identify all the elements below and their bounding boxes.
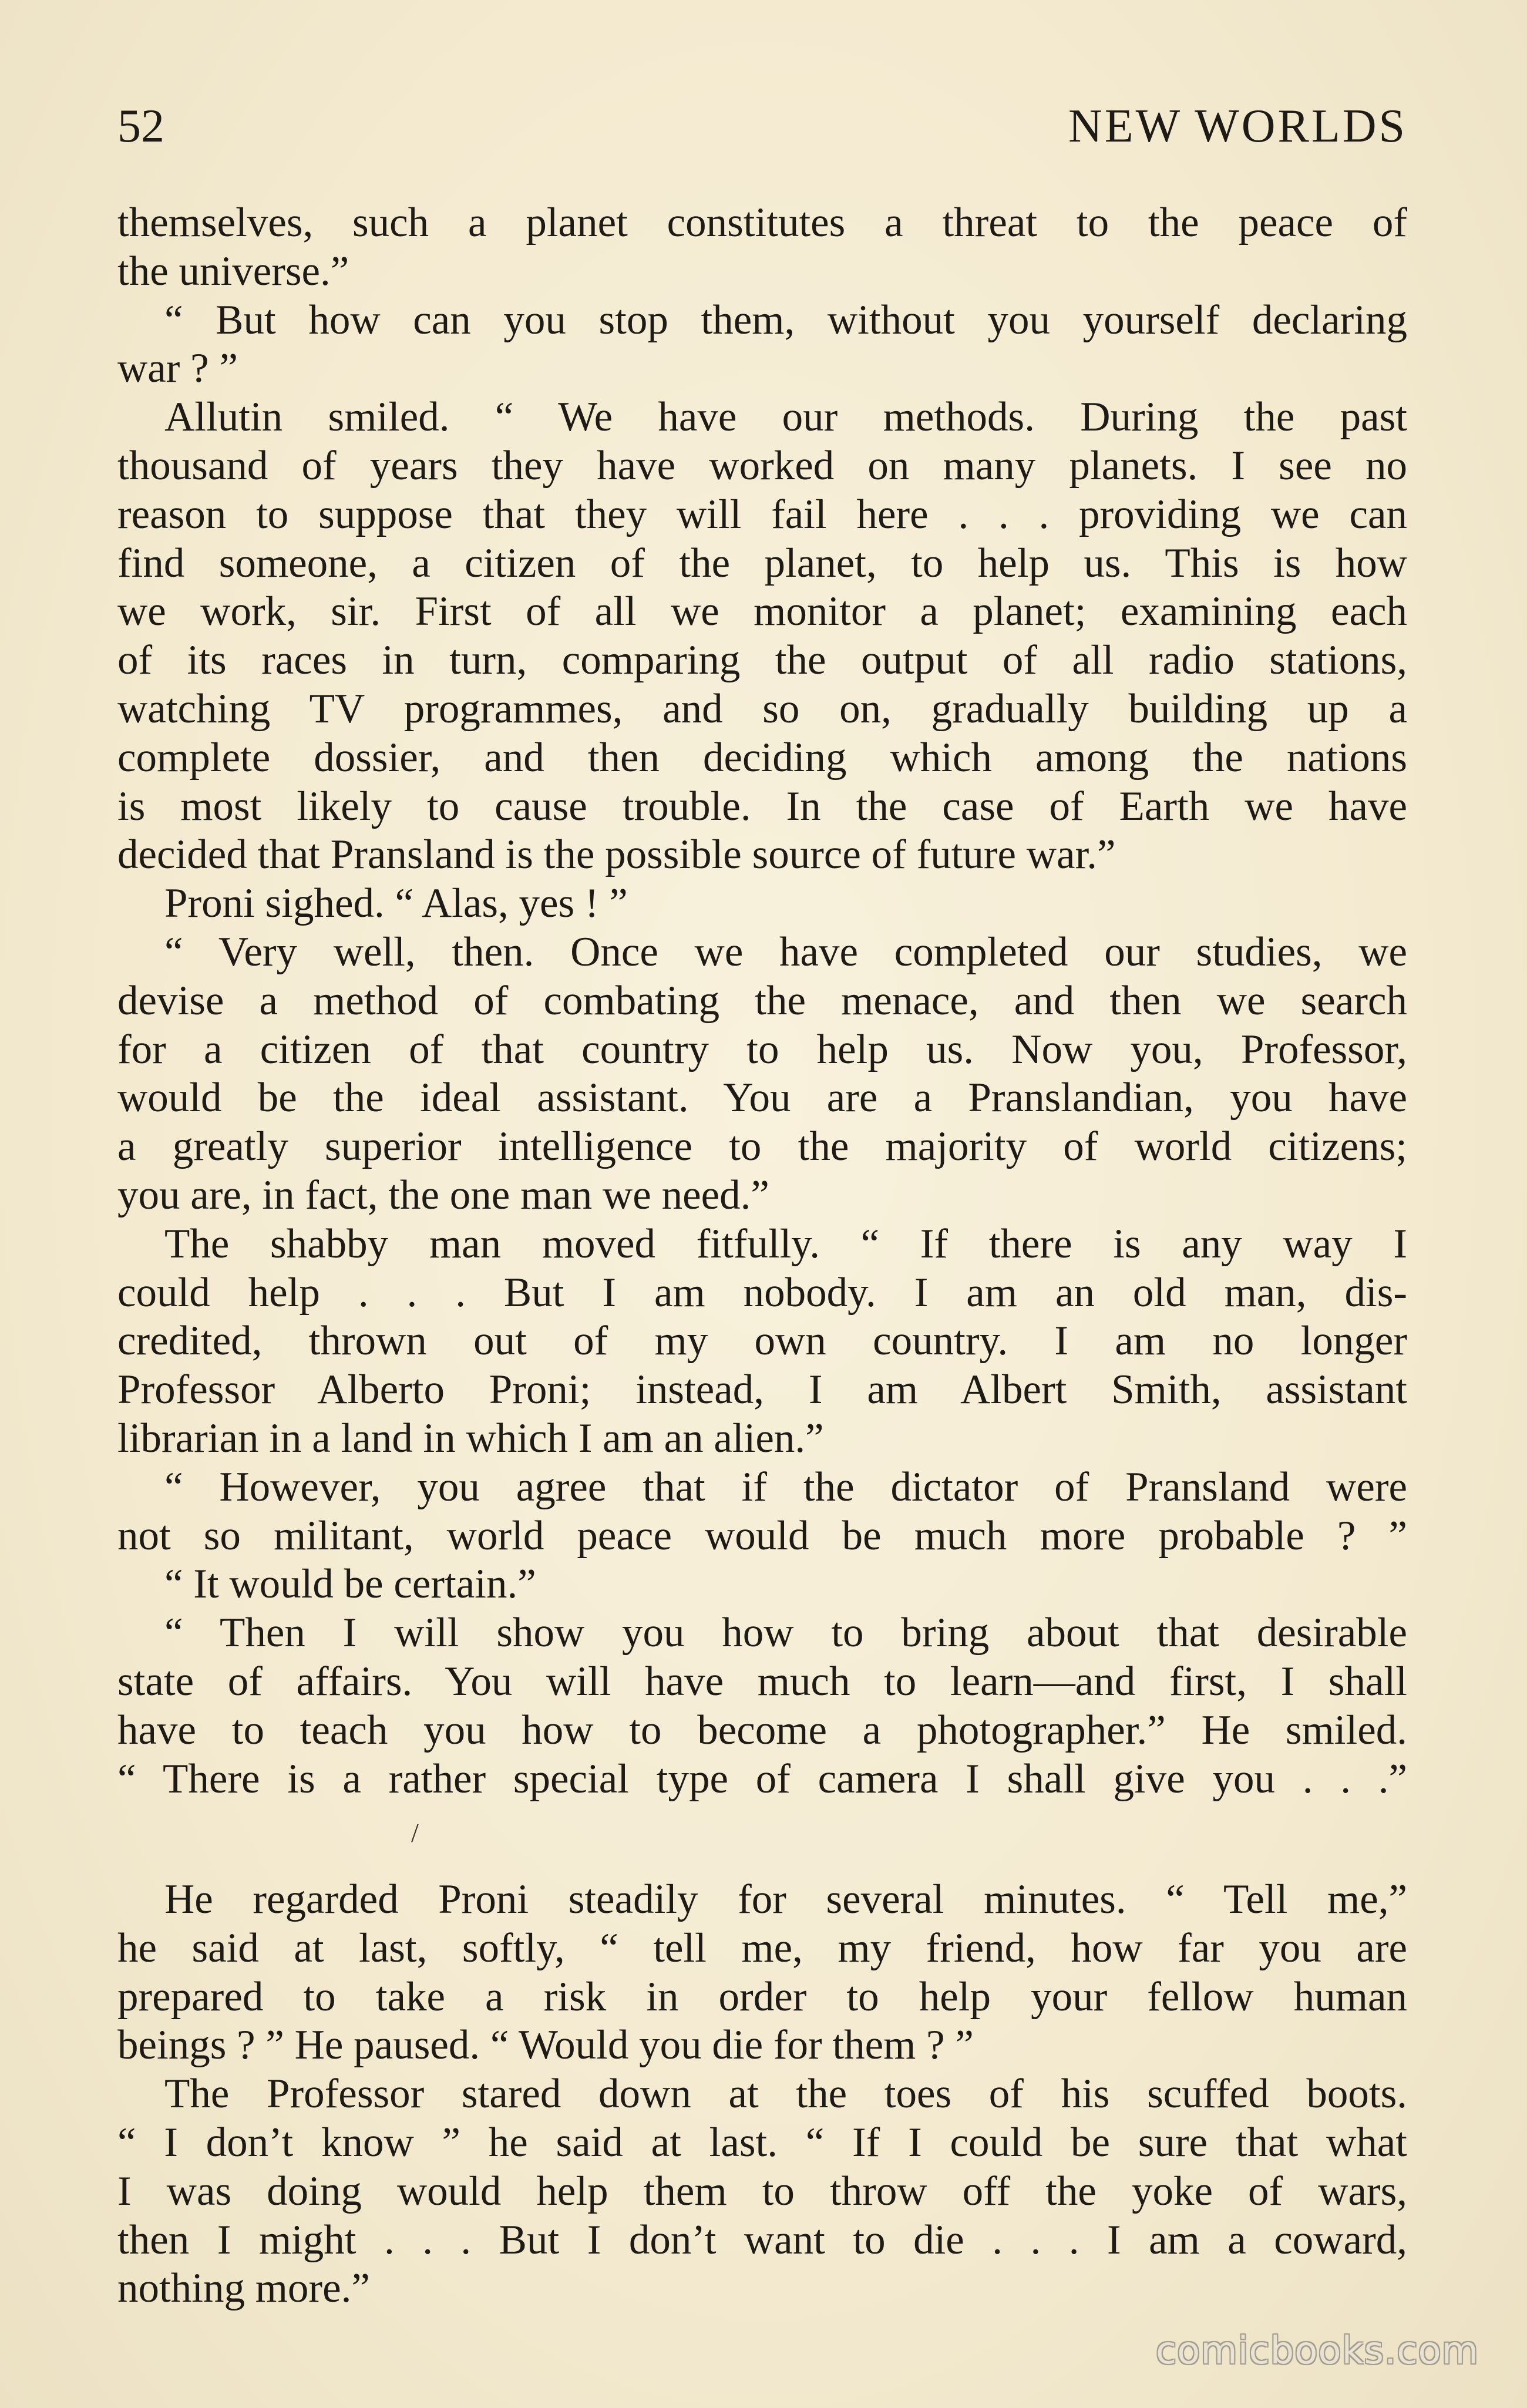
text-line: thousand of years they have worked on many planets. I see no	[117, 442, 1407, 489]
text-line: Proni sighed. “ Alas, yes ! ”	[164, 880, 628, 927]
body-text	[117, 199, 1407, 2313]
text-line: could help . . . But I am nobody. I am an old man, dis-	[117, 1269, 1407, 1316]
section-mark: /	[411, 1818, 419, 1848]
text-line: The Professor stared down at the toes of his scuffed boots.	[164, 2071, 1407, 2117]
text-line: beings ? ” He paused. “ Would you die for them ? ”	[117, 2022, 974, 2069]
text-line: The shabby man moved fitfully. “ If there is any way I	[164, 1220, 1407, 1267]
text-line: for a citizen of that country to help us. Now you, Professor,	[117, 1026, 1407, 1072]
text-line: we work, sir. First of all we monitor a planet; examining each	[117, 588, 1407, 635]
text-line: complete dossier, and then deciding which among the nations	[117, 734, 1407, 781]
page-header	[117, 97, 1407, 156]
text-line: a greatly superior intelligence to the majority of world citizens;	[117, 1124, 1407, 1170]
text-line: reason to suppose that they will fail here . . . providing we can	[117, 491, 1407, 537]
text-line: “ It would be certain.”	[164, 1561, 536, 1607]
text-line: you are, in fact, the one man we need.”	[117, 1172, 769, 1218]
text-line: He regarded Proni steadily for several minutes. “ Tell me,”	[164, 1876, 1407, 1923]
text-line: nothing more.”	[117, 2265, 370, 2312]
text-line: librarian in a land in which I am an alien.”	[117, 1415, 824, 1461]
text-line: Allutin smiled. “ We have our methods. During the past	[164, 394, 1407, 440]
text-line: credited, thrown out of my own country. I am no longer	[117, 1318, 1407, 1364]
text-line: have to teach you how to become a photographer.” He smiled.	[117, 1707, 1407, 1753]
text-line: “ Then I will show you how to bring about that desirable	[164, 1610, 1407, 1656]
text-line: “ But how can you stop them, without you yourself declaring	[164, 297, 1407, 343]
watermark: comicbooks.com	[1155, 2329, 1479, 2373]
running-head: NEW WORLDS	[1068, 100, 1407, 152]
text-line: devise a method of combating the menace, and then we search	[117, 977, 1407, 1024]
section-gap	[117, 1852, 1407, 1875]
text-line: decided that Pransland is the possible source of future war.”	[117, 832, 1116, 878]
text-line: “ Very well, then. Once we have completed our studies, we	[164, 929, 1407, 975]
text-line: not so militant, world peace would be much more probable ? ”	[117, 1512, 1407, 1559]
text-line: themselves, such a planet constitutes a threat to the peace of	[117, 200, 1407, 245]
text-line: of its races in turn, comparing the output of all radio stations,	[117, 637, 1407, 684]
text-line: “ I don’t know ” he said at last. “ If I could be sure that what	[117, 2120, 1407, 2166]
text-line: “ However, you agree that if the dictator of Pransland were	[164, 1464, 1407, 1510]
text-line: prepared to take a risk in order to help your fellow human	[117, 1973, 1407, 2020]
text-line: then I might . . . But I don’t want to die . . . I am a coward,	[117, 2217, 1407, 2263]
text-line: the universe.”	[117, 248, 349, 294]
text-line: “ There is a rather special type of camera I shall give you . . .”	[117, 1755, 1407, 1802]
text-line: would be the ideal assistant. You are a Pranslandian, you have	[117, 1075, 1407, 1121]
text-line: he said at last, softly, “ tell me, my friend, how far you are	[117, 1925, 1407, 1971]
text-line: is most likely to cause trouble. In the case of Earth we have	[117, 783, 1407, 829]
text-line: Professor Alberto Proni; instead, I am Albert Smith, assistant	[117, 1367, 1407, 1413]
text-line: I was doing would help them to throw off the yoke of wars,	[117, 2168, 1407, 2214]
page-number: 52	[117, 100, 164, 152]
text-line: find someone, a citizen of the planet, to help us. This is how	[117, 540, 1407, 586]
section-break	[117, 1803, 1407, 1852]
text-line: war ? ”	[117, 345, 238, 392]
text-line: state of affairs. You will have much to learn—and first, I shall	[117, 1658, 1407, 1704]
text-line: watching TV programmes, and so on, gradually building up a	[117, 685, 1407, 732]
